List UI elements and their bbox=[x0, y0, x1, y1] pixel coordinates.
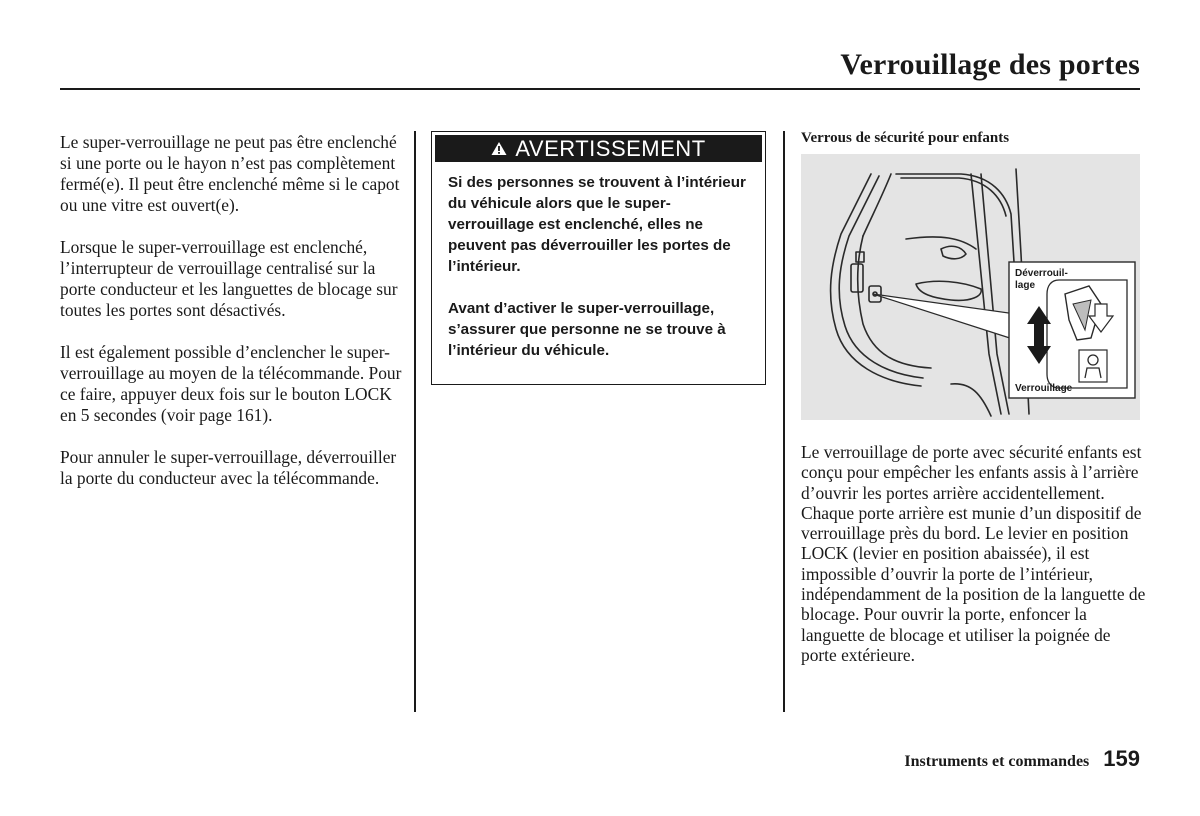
figure-caption: Verrous de sécurité pour enfants bbox=[801, 130, 1010, 146]
paragraph: Pour annuler le super-verrouillage, déverrouiller la porte du conducteur avec la télécommande. bbox=[60, 447, 397, 488]
warning-body bbox=[448, 172, 755, 382]
page-title: Verrouillage des portes bbox=[840, 48, 1140, 81]
paragraph: Le super-verrouillage ne peut pas être enclenché si une porte ou le hayon n’est pas complètement fermé(e). Il peut être enclenché même si le capot ou une vitre est ouvert(e). bbox=[60, 132, 400, 215]
door-illustration bbox=[801, 154, 1140, 420]
warning-paragraph: Si des personnes se trouvent à l’intérieur du véhicule alors que le super-verrouillage est enclenché, elles ne peuvent pas déverrouiller les portes de l’intérieur. bbox=[448, 174, 746, 275]
paragraph: Le verrouillage de porte avec sécurité enfants est conçu pour empêcher les enfants assis à l’arrière d’ouvrir les portes arrière accidentellement. Chaque porte arrière est munie d’un dispositif de verrouillage près du bord. Le levier en position LOCK (levier en position abaissée), il est impossible d’ouvrir la porte de l’intérieur, indépendamment de la position de la languette de blocage. Pour ouvrir la porte, enfoncer la languette de blocage et utiliser la poignée de porte extérieure. bbox=[801, 442, 1146, 665]
paragraph: Il est également possible d’enclencher le super-verrouillage au moyen de la télécommande. Pour ce faire, appuyer deux fois sur le bouton LOCK en 5 secondes (voir page 161). bbox=[60, 342, 402, 425]
column-divider-left bbox=[414, 131, 416, 712]
title-rule bbox=[60, 88, 1140, 90]
left-column bbox=[60, 132, 405, 510]
column-divider-right bbox=[783, 131, 785, 712]
footer-section: Instruments et commandes bbox=[904, 753, 1090, 770]
warning-paragraph: Avant d’activer le super-verrouillage, s’assurer que personne ne se trouve à l’intérieur du véhicule. bbox=[448, 300, 726, 359]
warning-triangle-icon bbox=[491, 141, 507, 156]
page-number: 159 bbox=[1103, 746, 1140, 771]
right-column bbox=[801, 442, 1146, 665]
label-lock: Verrouillage bbox=[1015, 383, 1073, 394]
warning-box bbox=[431, 131, 766, 385]
footer bbox=[904, 746, 1140, 772]
paragraph: Lorsque le super-verrouillage est enclenché, l’interrupteur de verrouillage centralisé sur la porte conducteur et les languettes de blocage sur toutes les portes sont désactivés. bbox=[60, 237, 398, 320]
child-lock-figure bbox=[801, 154, 1140, 420]
label-unlock: Déverrouil-lage bbox=[1015, 268, 1068, 291]
warning-header bbox=[435, 135, 762, 162]
warning-title: AVERTISSEMENT bbox=[515, 136, 706, 161]
